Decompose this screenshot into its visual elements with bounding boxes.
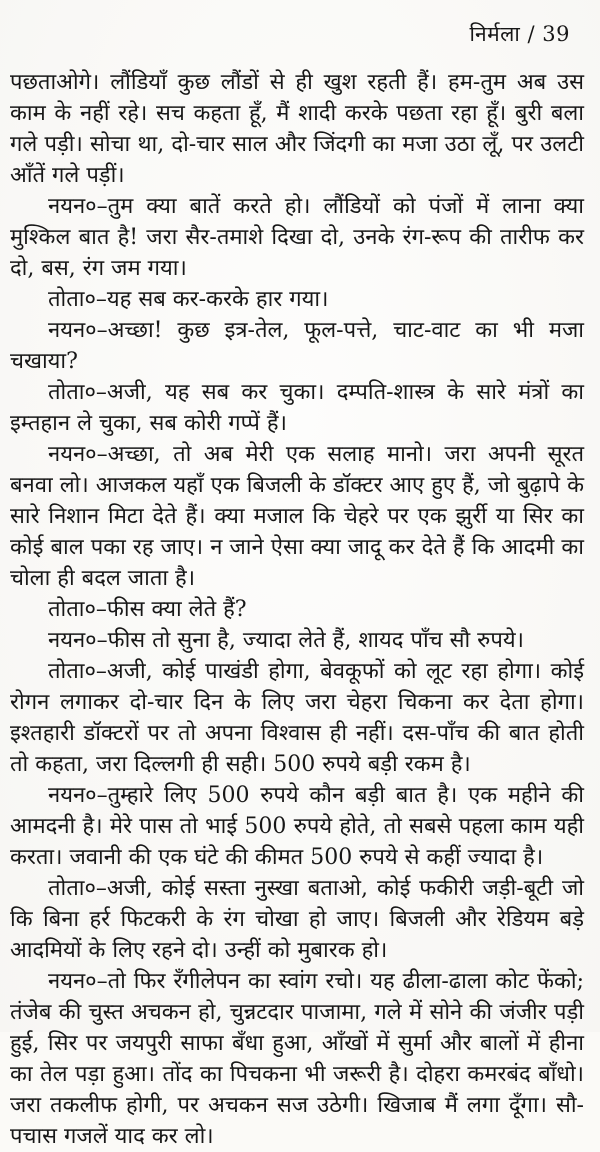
- page-body: [10, 67, 584, 1152]
- paragraph-continuation: पछताओगे। लौंडियाँ कुछ लौंडों से ही खुश रहती हैं। हम-तुम अब उस काम के नहीं रहे। सच कहता हूँ, मैं शादी करके पछता रहा हूँ। बुरी बला गले पड़ी। सोचा था, दो-चार साल और जिंदगी का मजा उठा लूँ, पर उलटी आँतें गले पड़ीं।: [10, 70, 584, 188]
- paragraph-dialogue-nayan-5: नयन०–तुम्हारे लिए 500 रुपये कौन बड़ी बात है। एक महीने की आमदनी है। मेरे पास तो भाई 500 रुपये होते, तो सबसे पहला काम यही करता। जवानी की एक घंटे की कीमत 500 रुपये से कहीं ज्यादा है।: [10, 783, 584, 870]
- paragraph-dialogue-nayan-1: नयन०–तुम क्या बातें करते हो। लौंडियों को पंजों में लाना क्या मुश्किल बात है! जरा सैर-तमाशे दिखा दो, उनके रंग-रूप की तारीफ कर दो, बस, रंग जम गया।: [10, 194, 584, 281]
- paragraph-dialogue-nayan-4: नयन०–फीस तो सुना है, ज्यादा लेते हैं, शायद पाँच सौ रुपये।: [48, 628, 524, 653]
- paragraph-dialogue-nayan-6: नयन०–तो फिर रँगीलेपन का स्वांग रचो। यह ढीला-ढाला कोट फेंको; तंजेब की चुस्त अचकन हो, चुन्नटदार पाजामा, गले में सोने की जंजीर पड़ी हुई, सिर पर जयपुरी साफा बँधा हुआ, आँखों में सुर्मा और बालों में हीना का तेल पड़ा हुआ। तोंद का पिचकना भी जरूरी है। दोहरा कमरबंद बाँधो। जरा तकलीफ होगी, पर अचकन सज उठेगी। खिजाब मैं लगा दूँगा। सौ-पचास गजलें याद कर लो।: [10, 969, 584, 1149]
- paragraph-dialogue-tota-1: तोता०–यह सब कर-करके हार गया।: [48, 287, 329, 312]
- page-header: [10, 22, 584, 46]
- paragraph-dialogue-nayan-3: नयन०–अच्छा, तो अब मेरी एक सलाह मानो। जरा अपनी सूरत बनवा लो। आजकल यहाँ एक बिजली के डॉक्टर आए हुए हैं, जो बुढ़ापे के सारे निशान मिटा देते हैं। क्या मजाल कि चेहरे पर एक झुर्री या सिर का कोई बाल पका रह जाए। न जाने ऐसा क्या जादू कर देते हैं कि आदमी का चोला ही बदल जाता है।: [10, 442, 584, 591]
- paragraph-dialogue-tota-2: तोता०–अजी, यह सब कर चुका। दम्पति-शास्त्र के सारे मंत्रों का इम्तहान ले चुका, सब कोरी गप्पें हैं।: [10, 380, 584, 436]
- paragraph-dialogue-tota-5: तोता०–अजी, कोई सस्ता नुस्खा बताओ, कोई फकीरी जड़ी-बूटी जो कि बिना हर्र फिटकरी के रंग चोखा हो जाए। बिजली और रेडियम बड़े आदमियों के लिए रहने दो। उन्हीं को मुबारक हो।: [10, 876, 584, 963]
- paragraph-dialogue-tota-4: तोता०–अजी, कोई पाखंडी होगा, बेवकूफों को लूट रहा होगा। कोई रोगन लगाकर दो-चार दिन के लिए जरा चेहरा चिकना कर देता होगा। इश्तहारी डॉक्टरों पर तो अपना विश्वास ही नहीं। दस-पाँच की बात होती तो कहता, जरा दिल्लगी ही सही। 500 रुपये बड़ी रकम है।: [10, 659, 584, 777]
- paragraph-dialogue-nayan-2: नयन०–अच्छा! कुछ इत्र-तेल, फूल-पत्ते, चाट-वाट का भी मजा चखाया?: [10, 318, 584, 374]
- page-header-title: निर्मला / 39: [469, 22, 570, 46]
- paragraph-dialogue-tota-3: तोता०–फीस क्या लेते हैं?: [48, 597, 247, 622]
